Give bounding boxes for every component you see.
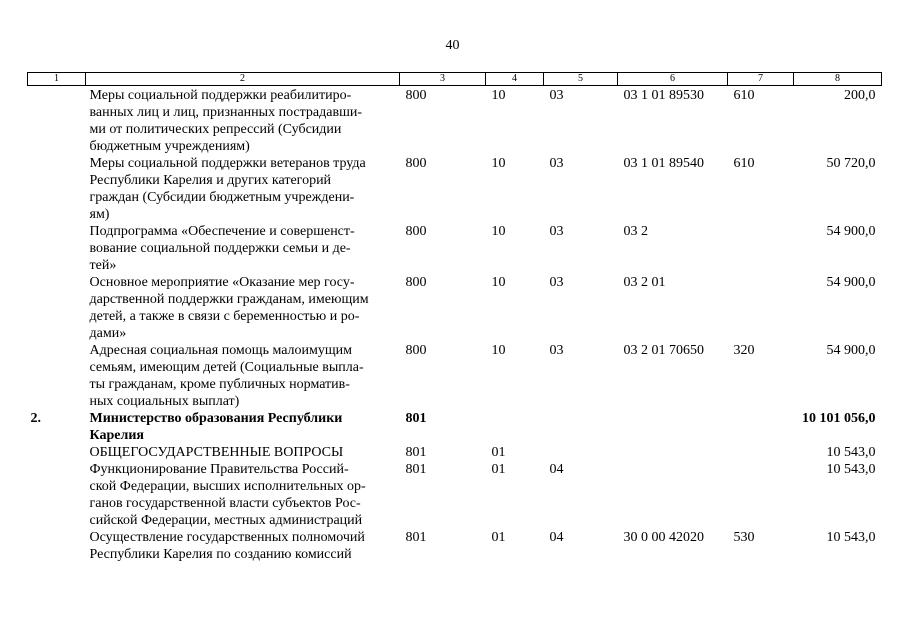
row-name: Адресная социальная помощь малоимущим семьям, имеющим детей (Социальные выпла- ты гражданам, кроме публичных норматив- ных социальных выплат) bbox=[89, 343, 364, 409]
subsection-code bbox=[544, 444, 618, 461]
section-code: 10 bbox=[491, 275, 506, 290]
section-code: 01 bbox=[491, 462, 506, 477]
admin-code: 801 bbox=[405, 445, 427, 460]
row-name: Меры социальной поддержки реабилитиро- ванных лиц и лиц, признанных пострадавши- ми от политических репрессий (Субсидии бюджетным учреждениям) bbox=[89, 88, 363, 154]
section-code: 01 bbox=[491, 530, 506, 545]
section-code: 10 bbox=[491, 343, 506, 358]
table-body bbox=[28, 86, 882, 564]
table-row bbox=[28, 529, 882, 563]
column-number: 2 bbox=[86, 73, 400, 86]
table-row bbox=[28, 342, 882, 410]
section-code: 10 bbox=[491, 88, 506, 103]
column-number-row bbox=[28, 73, 882, 86]
column-number: 7 bbox=[728, 73, 794, 86]
amount: 200,0 bbox=[844, 88, 876, 103]
expense-type: 530 bbox=[733, 530, 755, 545]
expense-type bbox=[728, 274, 794, 342]
row-name: Меры социальной поддержки ветеранов труда Республики Карелия и других категорий граждан (Субсидии бюджетным учреждени- ям) bbox=[89, 156, 366, 222]
admin-code: 800 bbox=[405, 224, 427, 239]
subsection-code: 03 bbox=[549, 343, 564, 358]
row-name: Осуществление государственных полномочий Республики Карелия по созданию комиссий bbox=[89, 530, 365, 562]
expense-type: 610 bbox=[733, 88, 755, 103]
subsection-code: 03 bbox=[549, 156, 564, 171]
subsection-code: 03 bbox=[549, 224, 564, 239]
page-number: 40 bbox=[445, 38, 460, 53]
amount: 10 543,0 bbox=[826, 530, 876, 545]
section-code: 10 bbox=[491, 156, 506, 171]
table-row bbox=[28, 274, 882, 342]
row-number bbox=[28, 342, 86, 410]
table-row bbox=[28, 223, 882, 274]
table-row bbox=[28, 86, 882, 156]
row-number bbox=[28, 274, 86, 342]
budget-table bbox=[27, 72, 882, 563]
subsection-code bbox=[544, 410, 618, 444]
target-article: 03 1 01 89530 bbox=[623, 88, 704, 103]
admin-code: 800 bbox=[405, 275, 427, 290]
table-row bbox=[28, 410, 882, 444]
column-number: 8 bbox=[794, 73, 882, 86]
target-article: 03 1 01 89540 bbox=[623, 156, 704, 171]
expense-type bbox=[728, 410, 794, 444]
amount: 50 720,0 bbox=[826, 156, 876, 171]
column-number: 5 bbox=[544, 73, 618, 86]
row-number bbox=[28, 86, 86, 156]
column-number: 6 bbox=[618, 73, 728, 86]
subsection-code: 04 bbox=[549, 530, 564, 545]
target-article: 03 2 01 70650 bbox=[623, 343, 704, 358]
row-number: 2. bbox=[30, 411, 41, 426]
amount: 10 543,0 bbox=[826, 445, 876, 460]
target-article bbox=[618, 410, 728, 444]
admin-code: 800 bbox=[405, 343, 427, 358]
expense-type: 320 bbox=[733, 343, 755, 358]
row-name: Основное мероприятие «Оказание мер госу- дарственной поддержки гражданам, имеющим детей, а также в связи с беременностью и ро- дами» bbox=[89, 275, 369, 341]
row-number bbox=[28, 155, 86, 223]
row-number bbox=[28, 444, 86, 461]
amount: 54 900,0 bbox=[826, 275, 876, 290]
row-name: Министерство образования Республики Карелия bbox=[89, 411, 343, 443]
target-article: 30 0 00 42020 bbox=[623, 530, 704, 545]
table-row bbox=[28, 461, 882, 529]
row-name: Подпрограмма «Обеспечение и совершенст- вование социальной поддержки семьи и де- тей» bbox=[89, 224, 355, 273]
table-row bbox=[28, 155, 882, 223]
section-code: 10 bbox=[491, 224, 506, 239]
section-code: 01 bbox=[491, 445, 506, 460]
subsection-code: 04 bbox=[549, 462, 564, 477]
admin-code: 800 bbox=[405, 88, 427, 103]
row-number bbox=[28, 223, 86, 274]
target-article bbox=[618, 461, 728, 529]
column-number: 4 bbox=[486, 73, 544, 86]
row-name: Функционирование Правительства Россий- ской Федерации, высших исполнительных ор- ганов государственной власти субъектов Рос- сийской Федерации, местных администраций bbox=[89, 462, 366, 528]
expense-type: 610 bbox=[733, 156, 755, 171]
section-code bbox=[486, 410, 544, 444]
amount: 54 900,0 bbox=[826, 224, 876, 239]
amount: 10 101 056,0 bbox=[802, 411, 876, 426]
target-article: 03 2 bbox=[623, 224, 648, 239]
row-number bbox=[28, 529, 86, 563]
subsection-code: 03 bbox=[549, 275, 564, 290]
amount: 10 543,0 bbox=[826, 462, 876, 477]
expense-type bbox=[728, 444, 794, 461]
admin-code: 801 bbox=[405, 462, 427, 477]
row-number bbox=[28, 461, 86, 529]
target-article: 03 2 01 bbox=[623, 275, 666, 290]
column-number: 3 bbox=[400, 73, 486, 86]
expense-type bbox=[728, 223, 794, 274]
admin-code: 800 bbox=[405, 156, 427, 171]
expense-type bbox=[728, 461, 794, 529]
amount: 54 900,0 bbox=[826, 343, 876, 358]
subsection-code: 03 bbox=[549, 88, 564, 103]
admin-code: 801 bbox=[405, 530, 427, 545]
row-name: ОБЩЕГОСУДАРСТВЕННЫЕ ВОПРОСЫ bbox=[89, 445, 344, 460]
admin-code: 801 bbox=[405, 411, 427, 426]
column-number: 1 bbox=[28, 73, 86, 86]
target-article bbox=[618, 444, 728, 461]
table-row bbox=[28, 444, 882, 461]
